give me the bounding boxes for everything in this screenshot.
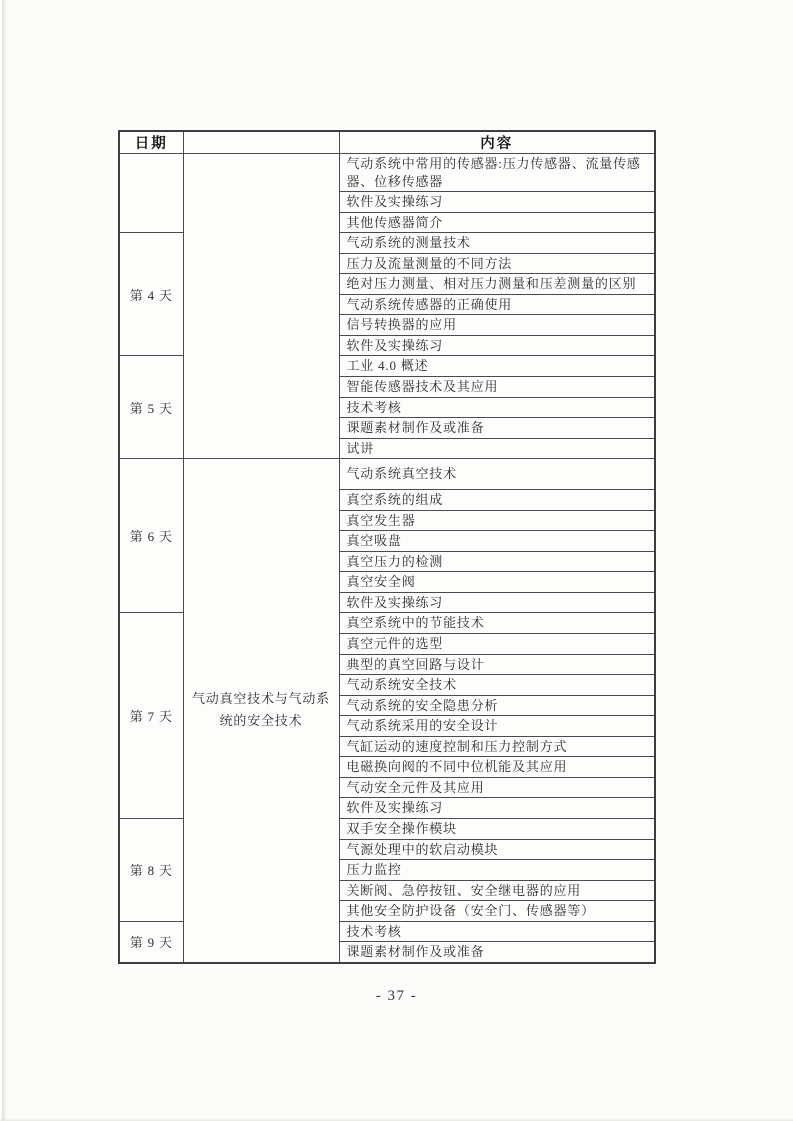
date-cell [119, 154, 183, 233]
content-cell: 技术考核 [339, 397, 655, 418]
content-cell: 真空系统中的节能技术 [339, 613, 655, 634]
content-cell: 真空安全阀 [339, 572, 655, 593]
header-date: 日期 [119, 131, 183, 154]
content-cell: 关断阀、急停按钮、安全继电器的应用 [339, 880, 655, 901]
topic-cell [183, 154, 339, 459]
content-cell: 真空元件的选型 [339, 634, 655, 655]
date-cell: 第 5 天 [119, 356, 183, 459]
date-cell: 第 9 天 [119, 921, 183, 963]
content-cell: 气源处理中的软启动模块 [339, 839, 655, 860]
schedule-table-body [119, 154, 655, 963]
content-cell: 压力及流量测量的不同方法 [339, 253, 655, 274]
content-cell: 电磁换向阀的不同中位机能及其应用 [339, 757, 655, 778]
content-cell: 智能传感器技术及其应用 [339, 377, 655, 398]
content-cell: 气动系统的测量技术 [339, 233, 655, 254]
content-cell: 课题素材制作及或准备 [339, 942, 655, 963]
content-cell: 软件及实操练习 [339, 335, 655, 356]
content-cell: 压力监控 [339, 860, 655, 881]
content-cell: 双手安全操作模块 [339, 818, 655, 839]
content-cell: 气动系统安全技术 [339, 675, 655, 696]
content-cell: 真空系统的组成 [339, 490, 655, 511]
content-cell: 绝对压力测量、相对压力测量和压差测量的区别 [339, 274, 655, 295]
content-cell: 气动系统的安全隐患分析 [339, 695, 655, 716]
content-cell: 气动系统采用的安全设计 [339, 716, 655, 737]
content-cell: 软件及实操练习 [339, 192, 655, 213]
content-cell: 技术考核 [339, 921, 655, 942]
page-number: - 37 - [375, 988, 418, 1004]
content-cell: 其他安全防护设备（安全门、传感器等） [339, 901, 655, 922]
content-cell: 气缸运动的速度控制和压力控制方式 [339, 736, 655, 757]
scan-edge-left [2, 0, 6, 1121]
table-row [119, 459, 655, 490]
date-cell: 第 8 天 [119, 818, 183, 921]
content-cell: 试讲 [339, 438, 655, 459]
content-cell: 工业 4.0 概述 [339, 356, 655, 377]
content-cell: 气动系统中常用的传感器:压力传感器、流量传感器、位移传感器 [339, 154, 655, 192]
content-cell: 软件及实操练习 [339, 798, 655, 819]
content-cell: 气动安全元件及其应用 [339, 777, 655, 798]
table-row [119, 154, 655, 192]
content-cell: 软件及实操练习 [339, 592, 655, 613]
topic-cell: 气动真空技术与气动系统的安全技术 [183, 459, 339, 963]
date-cell: 第 7 天 [119, 613, 183, 818]
content-cell: 课题素材制作及或准备 [339, 418, 655, 439]
header-content: 内容 [339, 131, 655, 154]
training-schedule-table [118, 130, 656, 964]
content-cell: 真空吸盘 [339, 531, 655, 552]
date-cell: 第 4 天 [119, 233, 183, 356]
content-cell: 气动系统真空技术 [339, 459, 655, 490]
date-cell: 第 6 天 [119, 459, 183, 613]
table-header-row [119, 131, 655, 154]
header-topic [183, 131, 339, 154]
content-cell: 真空压力的检测 [339, 551, 655, 572]
content-cell: 典型的真空回路与设计 [339, 654, 655, 675]
content-cell: 信号转换器的应用 [339, 315, 655, 336]
content-cell: 真空发生器 [339, 510, 655, 531]
content-cell: 气动系统传感器的正确使用 [339, 294, 655, 315]
content-cell: 其他传感器简介 [339, 212, 655, 233]
